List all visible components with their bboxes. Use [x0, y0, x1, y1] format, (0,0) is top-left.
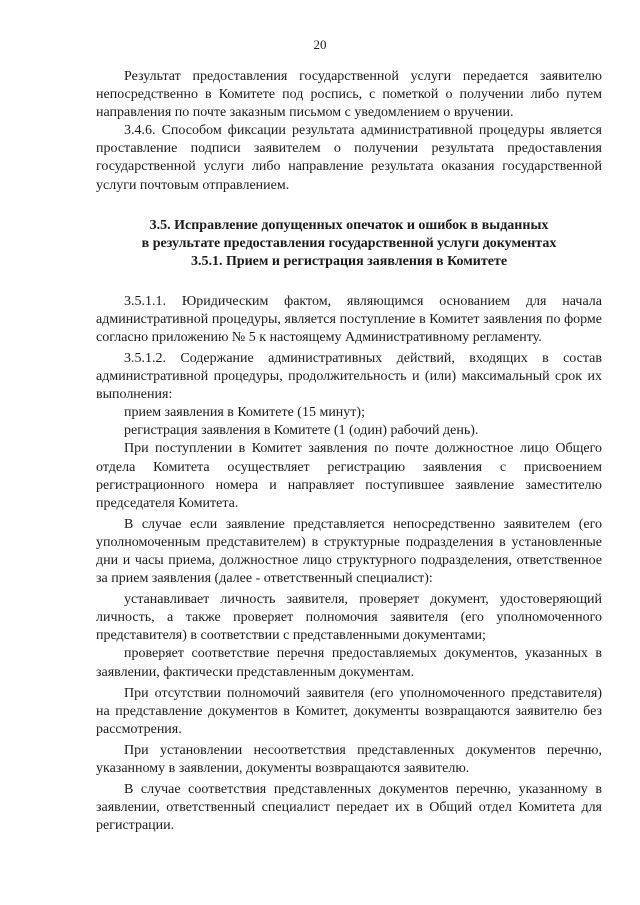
paragraph: При отсутствии полномочий заявителя (его уполномоченного представителя) на представление документов в Комитет, документы возвращаются заявителю без рассмотрения. — [96, 685, 602, 737]
paragraph-3-4-6: 3.4.6. Способом фиксации результата административной процедуры является проставление подписи заявителем о получении результата предоставления государственной услуги либо направление результата оказания государственной услуги почтовым отправлением. — [96, 123, 602, 193]
section-heading — [96, 217, 602, 271]
paragraph: В случае если заявление представляется непосредственно заявителем (его уполномоченным представителем) в структурные подразделения в установленные дни и часы приема, должностное лицо структурного подразделения, ответственное за прием заявления (далее - ответственный специалист): — [96, 516, 602, 587]
paragraph-result-delivery: Результат предоставления государственной услуги передается заявителю непосредственно в Комитете под роспись, с пометкой о получении либо путем направления по почте заказным письмом с уведомлением о вручении. — [96, 69, 602, 121]
section-heading-line-2: в результате предоставления государственной услуги документах — [141, 235, 557, 251]
section-heading-line-1: 3.5. Исправление допущенных опечаток и ошибок в выданных — [149, 217, 549, 233]
page-number: 20 — [313, 37, 327, 52]
paragraph-3-5-1-2: 3.5.1.2. Содержание административных действий, входящих в состав административной процедуры, продолжительность и (или) максимальный срок их выполнения: — [96, 350, 602, 403]
paragraph-list-item: прием заявления в Комитете (15 минут); — [124, 405, 365, 421]
paragraph: В случае соответствия представленных документов перечню, указанному в заявлении, ответственный специалист передает их в Общий отдел Комитета для регистрации. — [96, 782, 602, 834]
paragraph: При установлении несоответствия представленных документов перечню, указанному в заявлении, документы возвращаются заявителю. — [96, 742, 602, 776]
document-body — [96, 68, 602, 835]
paragraph-3-5-1-1: 3.5.1.1. Юридическим фактом, являющимся основанием для начала административной процедуры, является поступление в Комитет заявления по форме согласно приложению № 5 к настоящему Административному регламенту. — [96, 293, 602, 345]
paragraph-list-item: регистрация заявления в Комитете (1 (один) рабочий день). — [124, 423, 479, 439]
paragraph: При поступлении в Комитет заявления по почте должностное лицо Общего отдела Комитета осуществляет регистрацию заявления с присвоением регистрационного номера и направляет поступившее заявление заместителю председателя Комитета. — [96, 441, 602, 511]
paragraph: устанавливает личность заявителя, проверяет документ, удостоверяющий личность, а также проверяет полномочия заявителя (его уполномоченного представителя) в соответствии с представленными документами; — [96, 592, 602, 644]
subsection-heading: 3.5.1. Прием и регистрация заявления в Комитете — [190, 253, 508, 269]
paragraph: проверяет соответствие перечня предоставляемых документов, указанных в заявлении, фактически представленным документам. — [96, 646, 602, 680]
